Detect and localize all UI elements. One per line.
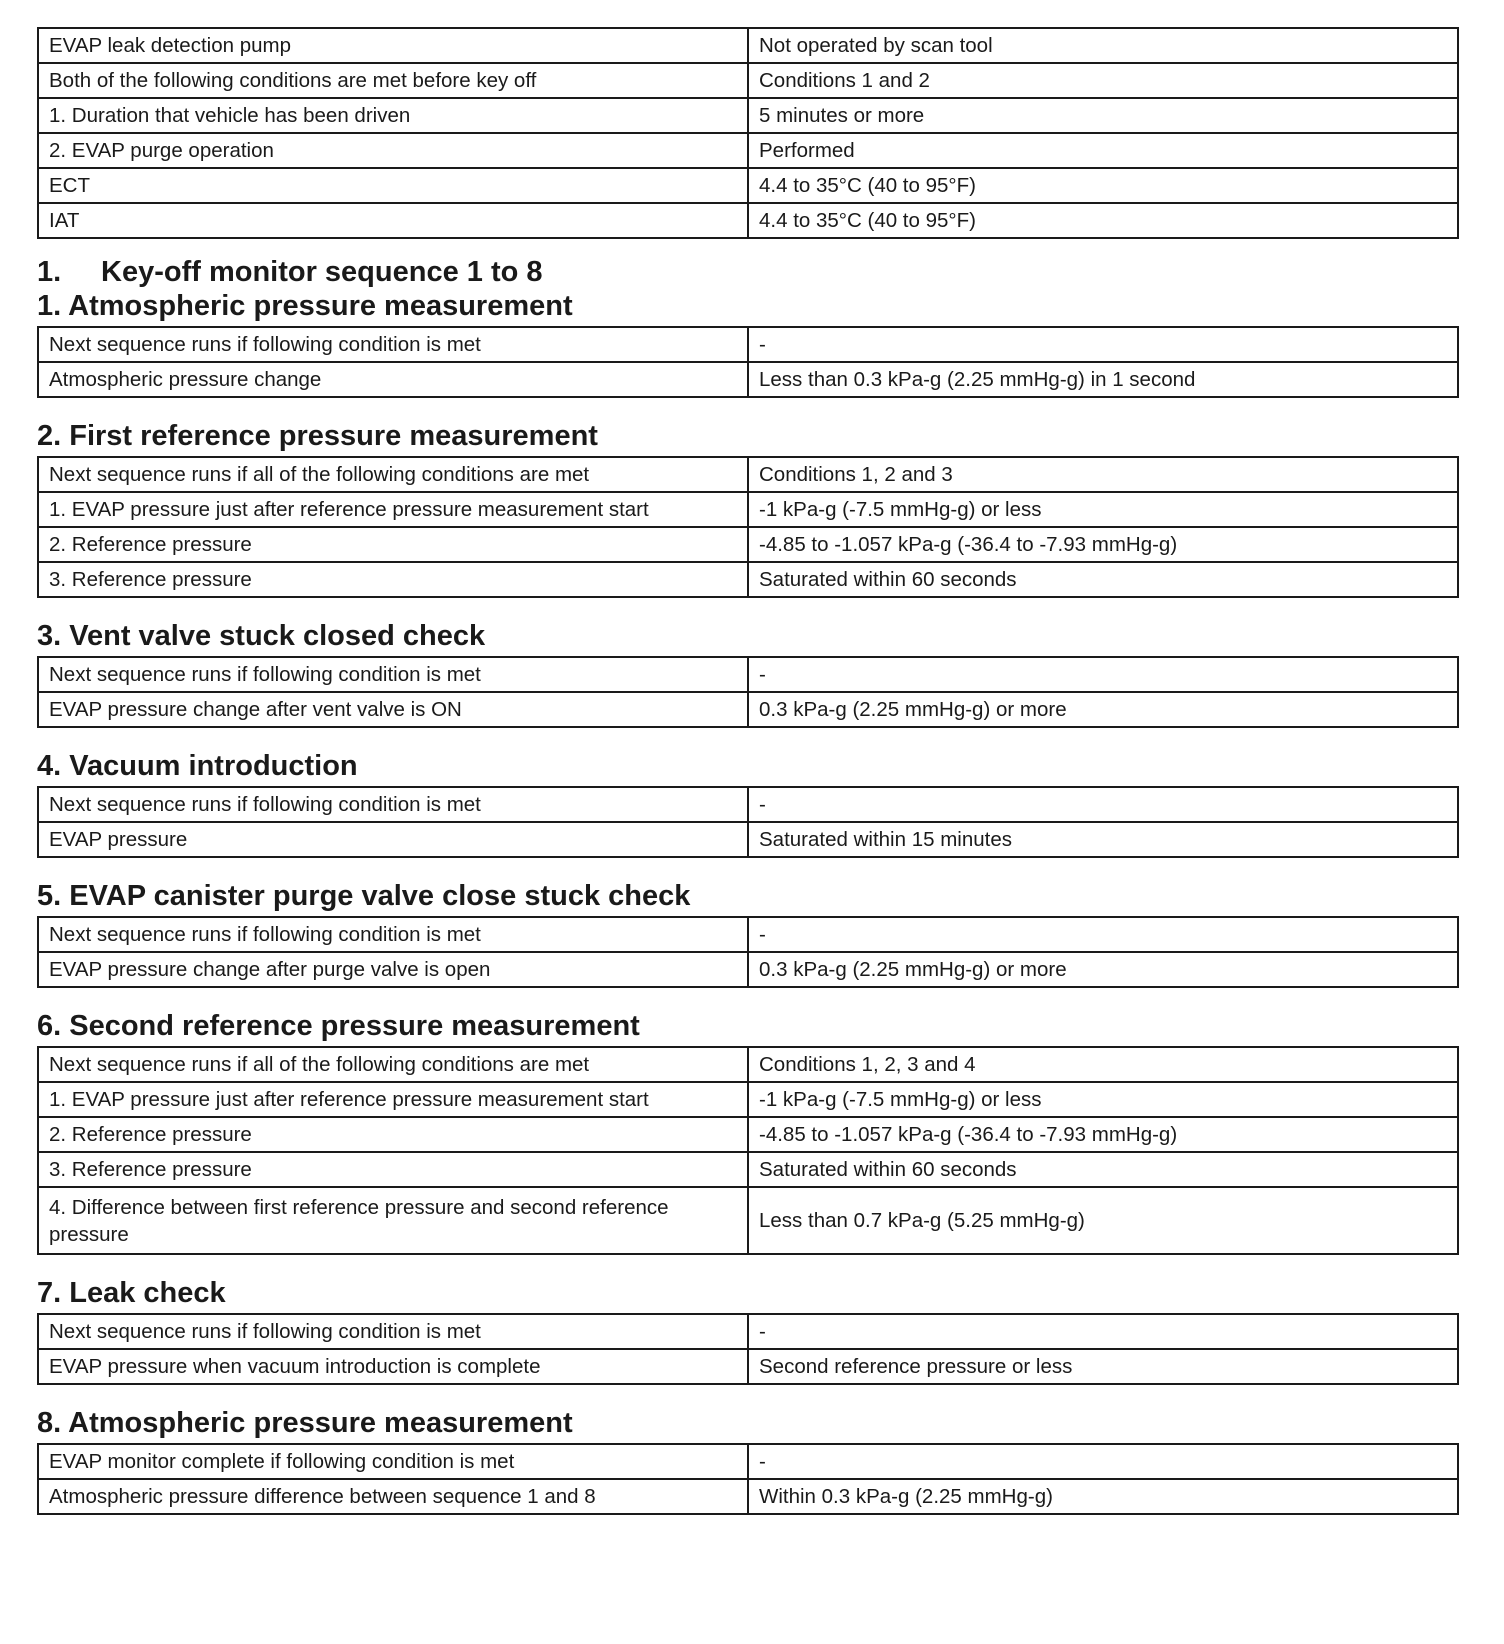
value-cell: Performed — [748, 133, 1458, 168]
condition-cell: 4. Difference between first reference pressure and second reference pressure — [38, 1187, 748, 1254]
table-row — [38, 1479, 1458, 1514]
table-row — [38, 787, 1458, 822]
condition-cell: EVAP pressure — [38, 822, 748, 857]
sequence-section-5 — [37, 879, 1457, 988]
condition-cell: EVAP pressure change after purge valve is open — [38, 952, 748, 987]
condition-cell: 2. Reference pressure — [38, 527, 748, 562]
table-row — [38, 63, 1458, 98]
sequence-section-3 — [37, 619, 1457, 728]
condition-cell: 1. EVAP pressure just after reference pressure measurement start — [38, 1082, 748, 1117]
sequence-section-1 — [37, 289, 1457, 398]
table-row — [38, 1082, 1458, 1117]
main-heading — [37, 255, 1457, 289]
value-cell: 0.3 kPa-g (2.25 mmHg-g) or more — [748, 692, 1458, 727]
value-cell: 4.4 to 35°C (40 to 95°F) — [748, 168, 1458, 203]
condition-cell: 1. Duration that vehicle has been driven — [38, 98, 748, 133]
table-row — [38, 692, 1458, 727]
value-cell: - — [748, 657, 1458, 692]
value-cell: Not operated by scan tool — [748, 28, 1458, 63]
condition-cell: EVAP pressure when vacuum introduction is complete — [38, 1349, 748, 1384]
value-cell: -1 kPa-g (-7.5 mmHg-g) or less — [748, 1082, 1458, 1117]
table-row — [38, 327, 1458, 362]
table-row — [38, 917, 1458, 952]
intro-conditions-table — [37, 27, 1459, 239]
condition-cell: Next sequence runs if following condition is met — [38, 1314, 748, 1349]
value-cell: Second reference pressure or less — [748, 1349, 1458, 1384]
table-row — [38, 657, 1458, 692]
value-cell: Saturated within 60 seconds — [748, 562, 1458, 597]
sequence-section-4 — [37, 749, 1457, 858]
value-cell: -1 kPa-g (-7.5 mmHg-g) or less — [748, 492, 1458, 527]
value-cell: Conditions 1, 2, 3 and 4 — [748, 1047, 1458, 1082]
sequence-table — [37, 916, 1459, 988]
condition-cell: Atmospheric pressure difference between sequence 1 and 8 — [38, 1479, 748, 1514]
table-row — [38, 28, 1458, 63]
document — [37, 27, 1457, 1515]
table-row — [38, 168, 1458, 203]
section-title: 8. Atmospheric pressure measurement — [37, 1407, 573, 1439]
value-cell: Saturated within 60 seconds — [748, 1152, 1458, 1187]
sequence-section-7 — [37, 1276, 1457, 1385]
sequence-table — [37, 656, 1459, 728]
table-row — [38, 1349, 1458, 1384]
table-row — [38, 1444, 1458, 1479]
table-row — [38, 133, 1458, 168]
table-row — [38, 1187, 1458, 1254]
condition-cell: EVAP monitor complete if following condition is met — [38, 1444, 748, 1479]
condition-cell: Next sequence runs if following condition is met — [38, 657, 748, 692]
table-row — [38, 492, 1458, 527]
value-cell: Within 0.3 kPa-g (2.25 mmHg-g) — [748, 1479, 1458, 1514]
sequence-table — [37, 1046, 1459, 1255]
condition-cell: 3. Reference pressure — [38, 562, 748, 597]
value-cell: -4.85 to -1.057 kPa-g (-36.4 to -7.93 mmHg-g) — [748, 527, 1458, 562]
table-row — [38, 457, 1458, 492]
section-title: 5. EVAP canister purge valve close stuck check — [37, 880, 691, 912]
condition-cell: Next sequence runs if all of the following conditions are met — [38, 1047, 748, 1082]
value-cell: 5 minutes or more — [748, 98, 1458, 133]
value-cell: - — [748, 327, 1458, 362]
sequence-table — [37, 1443, 1459, 1515]
table-row — [38, 203, 1458, 238]
main-heading-text: Key-off monitor sequence 1 to 8 — [101, 256, 543, 288]
value-cell: -4.85 to -1.057 kPa-g (-36.4 to -7.93 mmHg-g) — [748, 1117, 1458, 1152]
value-cell: Less than 0.3 kPa-g (2.25 mmHg-g) in 1 second — [748, 362, 1458, 397]
table-row — [38, 527, 1458, 562]
value-cell: 0.3 kPa-g (2.25 mmHg-g) or more — [748, 952, 1458, 987]
value-cell: - — [748, 917, 1458, 952]
sequence-table — [37, 326, 1459, 398]
sequence-table — [37, 1313, 1459, 1385]
condition-cell: 2. EVAP purge operation — [38, 133, 748, 168]
condition-cell: EVAP pressure change after vent valve is ON — [38, 692, 748, 727]
value-cell: Conditions 1 and 2 — [748, 63, 1458, 98]
value-cell: Less than 0.7 kPa-g (5.25 mmHg-g) — [748, 1187, 1458, 1254]
condition-cell: Next sequence runs if all of the following conditions are met — [38, 457, 748, 492]
table-row — [38, 1152, 1458, 1187]
condition-cell: Next sequence runs if following condition is met — [38, 327, 748, 362]
table-row — [38, 362, 1458, 397]
sequence-table — [37, 456, 1459, 598]
value-cell: Conditions 1, 2 and 3 — [748, 457, 1458, 492]
table-row — [38, 562, 1458, 597]
sequence-section-8 — [37, 1406, 1457, 1515]
sequence-section-2 — [37, 419, 1457, 598]
section-title: 1. Atmospheric pressure measurement — [37, 290, 573, 322]
sequence-table — [37, 786, 1459, 858]
value-cell: 4.4 to 35°C (40 to 95°F) — [748, 203, 1458, 238]
condition-cell: ECT — [38, 168, 748, 203]
main-heading-number: 1. — [37, 256, 62, 288]
section-title: 7. Leak check — [37, 1277, 226, 1309]
table-row — [38, 1314, 1458, 1349]
condition-cell: Next sequence runs if following condition is met — [38, 917, 748, 952]
section-title: 4. Vacuum introduction — [37, 750, 358, 782]
table-row — [38, 822, 1458, 857]
table-row — [38, 1047, 1458, 1082]
value-cell: Saturated within 15 minutes — [748, 822, 1458, 857]
condition-cell: 2. Reference pressure — [38, 1117, 748, 1152]
sequence-section-6 — [37, 1009, 1457, 1255]
condition-cell: Atmospheric pressure change — [38, 362, 748, 397]
section-title: 3. Vent valve stuck closed check — [37, 620, 486, 652]
table-row — [38, 98, 1458, 133]
value-cell: - — [748, 1444, 1458, 1479]
section-title: 6. Second reference pressure measurement — [37, 1010, 640, 1042]
condition-cell: Both of the following conditions are met before key off — [38, 63, 748, 98]
condition-cell: Next sequence runs if following condition is met — [38, 787, 748, 822]
section-title: 2. First reference pressure measurement — [37, 420, 598, 452]
table-row — [38, 1117, 1458, 1152]
condition-cell: EVAP leak detection pump — [38, 28, 748, 63]
condition-cell: IAT — [38, 203, 748, 238]
value-cell: - — [748, 787, 1458, 822]
value-cell: - — [748, 1314, 1458, 1349]
condition-cell: 3. Reference pressure — [38, 1152, 748, 1187]
condition-cell: 1. EVAP pressure just after reference pressure measurement start — [38, 492, 748, 527]
table-row — [38, 952, 1458, 987]
